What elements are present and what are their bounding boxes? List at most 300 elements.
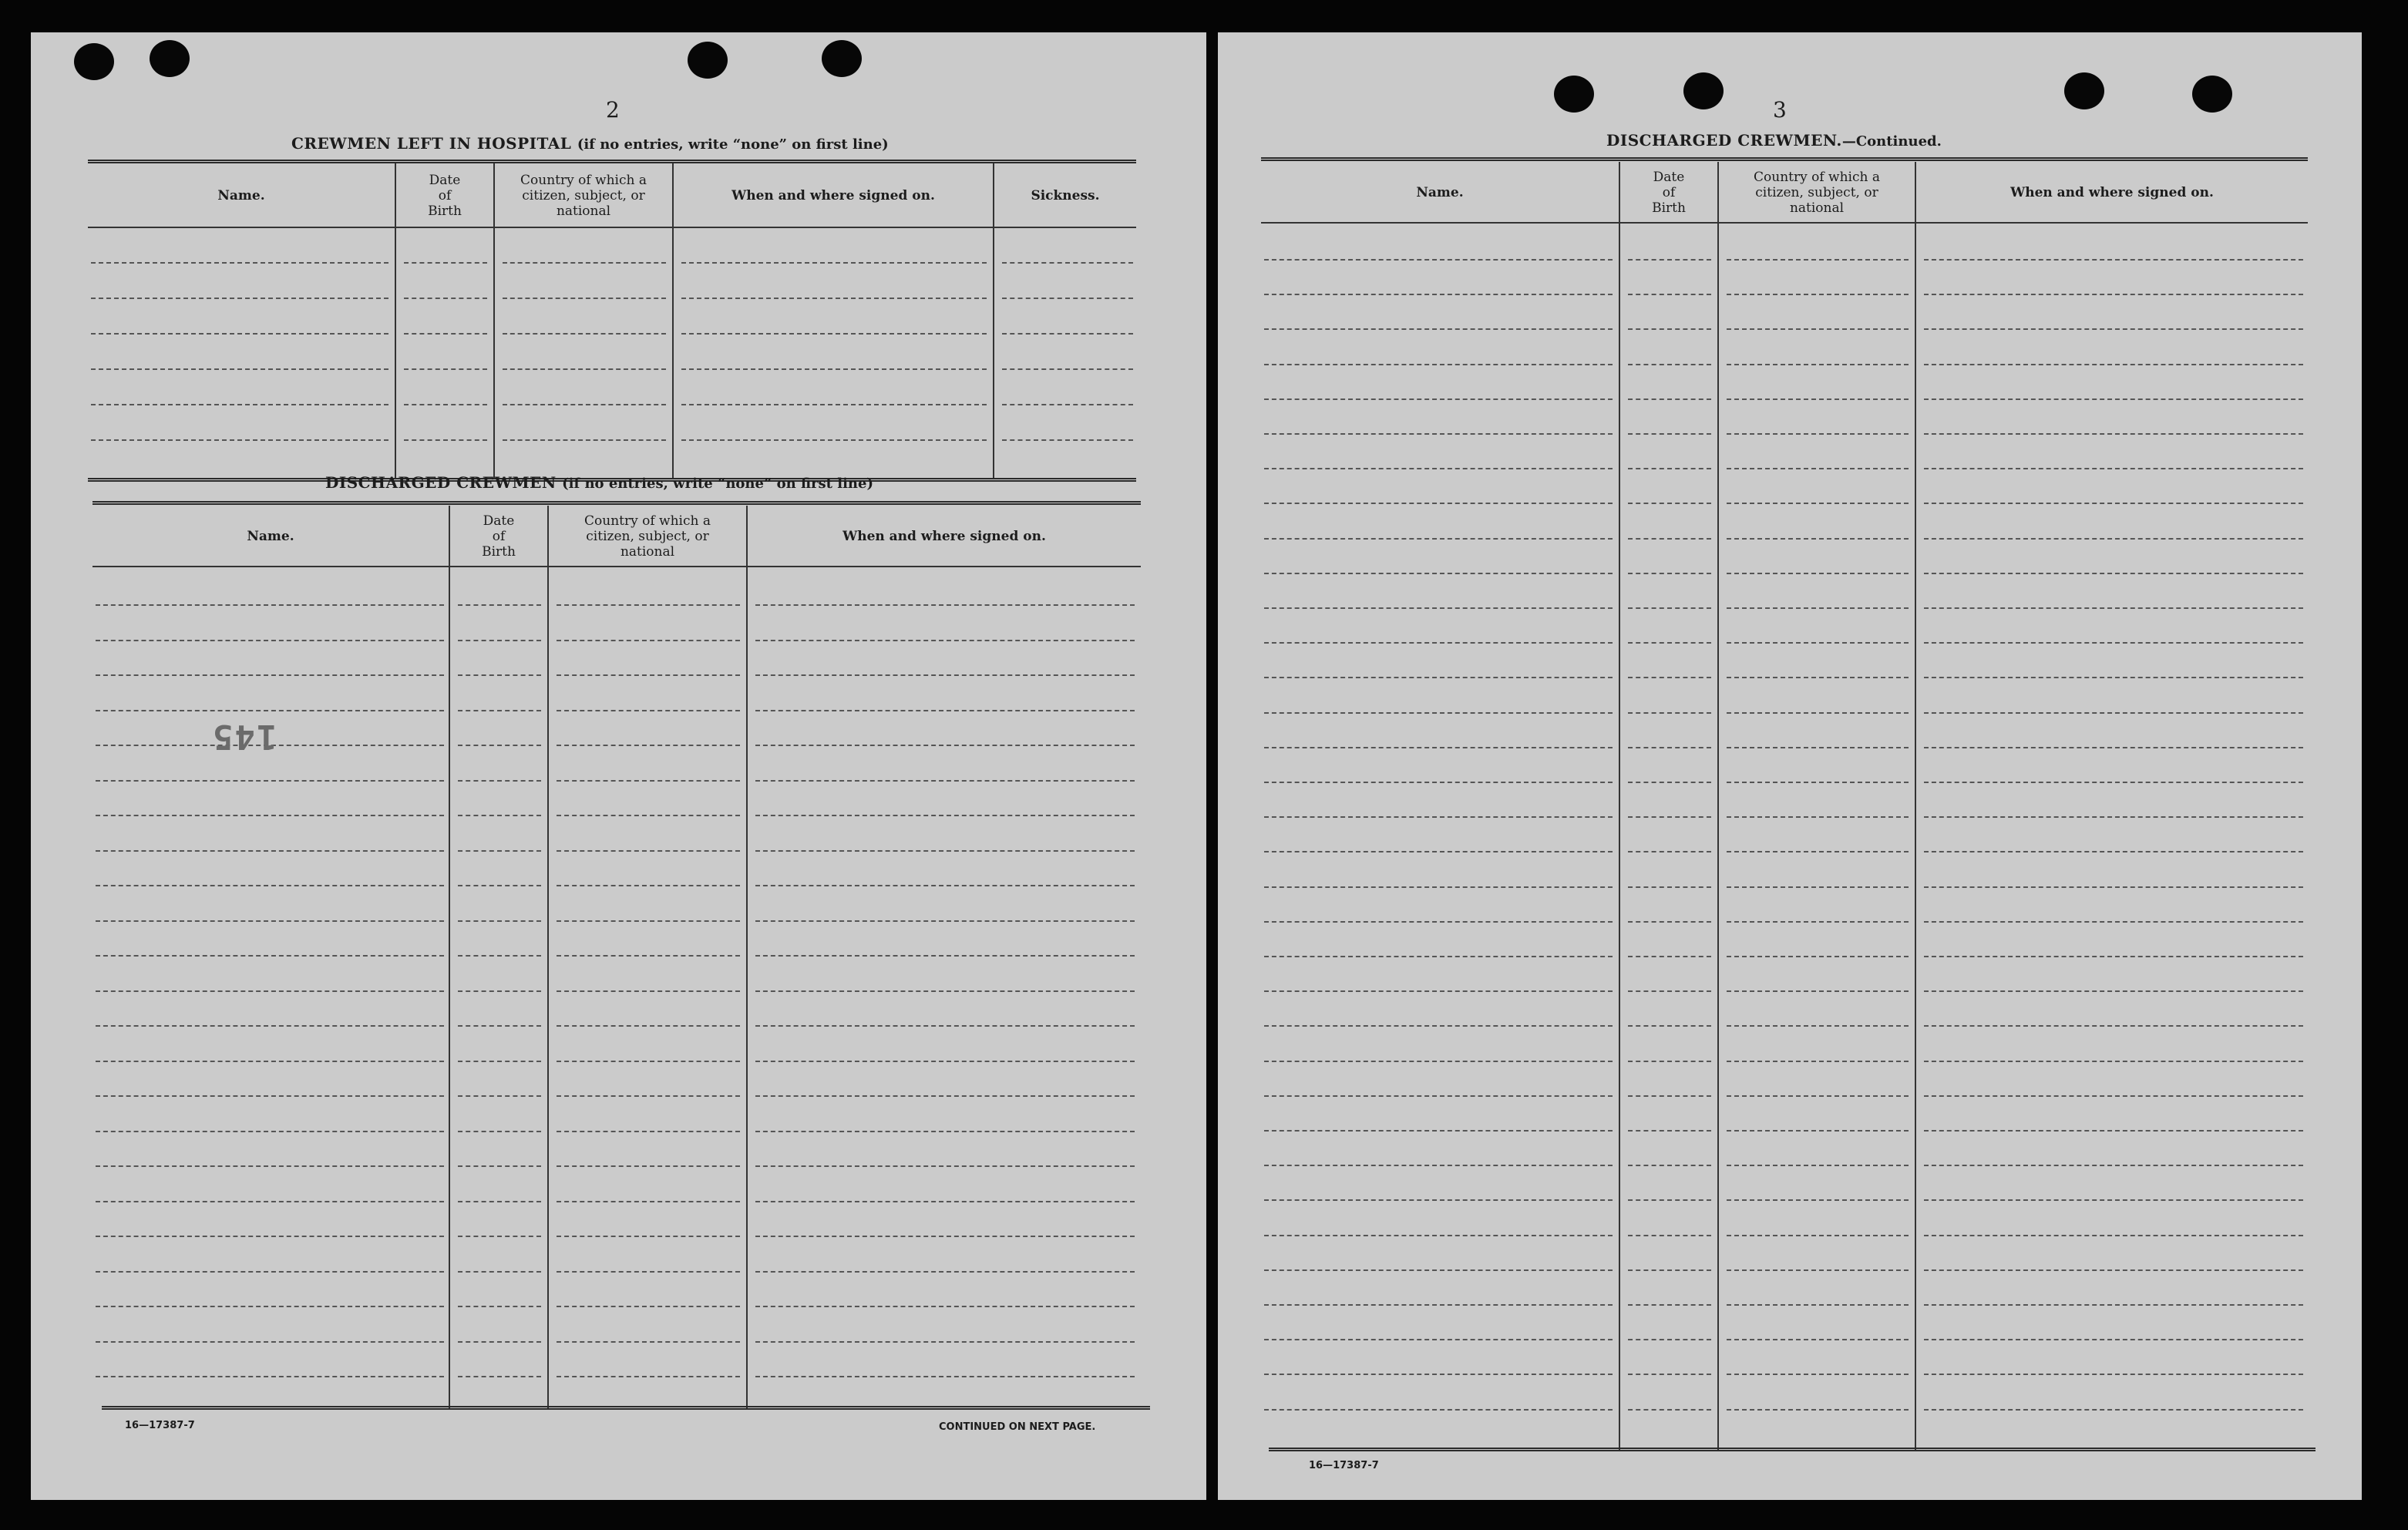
table-row-line[interactable] bbox=[1924, 503, 2303, 504]
table-row-line[interactable] bbox=[1727, 259, 1909, 261]
table-row-line[interactable] bbox=[96, 1165, 444, 1167]
table-row-line[interactable] bbox=[1727, 1409, 1909, 1411]
table-row-line[interactable] bbox=[458, 780, 541, 782]
table-row-line[interactable] bbox=[1924, 364, 2303, 365]
continued-note: CONTINUED ON NEXT PAGE. bbox=[939, 1421, 1096, 1433]
table-row-line[interactable] bbox=[458, 885, 541, 886]
column-header-dob: Date of Birth bbox=[482, 513, 516, 560]
table-row-line[interactable] bbox=[1628, 1130, 1711, 1132]
table-row-line[interactable] bbox=[404, 298, 487, 299]
table-row-line[interactable] bbox=[1727, 1269, 1909, 1271]
table-row-line[interactable] bbox=[1924, 956, 2303, 957]
table-row-line[interactable] bbox=[1264, 573, 1613, 574]
table-row-line[interactable] bbox=[1924, 1095, 2303, 1097]
table-row-line[interactable] bbox=[1264, 538, 1613, 540]
column-divider bbox=[449, 506, 450, 1409]
punch-hole bbox=[688, 42, 728, 79]
table-row-line[interactable] bbox=[557, 710, 740, 711]
table-row-line[interactable] bbox=[458, 1025, 541, 1027]
table-row-line[interactable] bbox=[91, 368, 388, 370]
column-divider bbox=[1619, 162, 1620, 1451]
table-row-line[interactable] bbox=[1264, 990, 1613, 992]
table-row-line[interactable] bbox=[1727, 573, 1909, 574]
table-row-line[interactable] bbox=[1002, 262, 1133, 264]
table-row-line[interactable] bbox=[681, 368, 987, 370]
column-header-signed: When and where signed on. bbox=[842, 529, 1046, 544]
table-row-line[interactable] bbox=[1924, 1199, 2303, 1201]
table-row-line[interactable] bbox=[1727, 712, 1909, 714]
table-row-line[interactable] bbox=[755, 850, 1135, 852]
form-number: 16—17387-7 bbox=[1309, 1460, 1379, 1471]
table-row-line[interactable] bbox=[1727, 503, 1909, 504]
header-underline bbox=[88, 227, 1136, 228]
table-row-line[interactable] bbox=[1924, 1025, 2303, 1027]
stamp-number: 145 bbox=[211, 717, 277, 756]
table-row-line[interactable] bbox=[1264, 782, 1613, 783]
table-row-line[interactable] bbox=[458, 1236, 541, 1237]
table-row-line[interactable] bbox=[1628, 1409, 1711, 1411]
table-row-line[interactable] bbox=[1628, 1304, 1711, 1306]
table-row-line[interactable] bbox=[458, 990, 541, 992]
table-row-line[interactable] bbox=[1924, 328, 2303, 330]
table-row-line[interactable] bbox=[1628, 642, 1711, 644]
table-row-line[interactable] bbox=[1924, 816, 2303, 818]
table-row-line[interactable] bbox=[1628, 503, 1711, 504]
table-row-line[interactable] bbox=[1924, 851, 2303, 852]
table-row-line[interactable] bbox=[96, 1236, 444, 1237]
table-row-line[interactable] bbox=[458, 1131, 541, 1132]
table-row-line[interactable] bbox=[96, 1271, 444, 1273]
table-row-line[interactable] bbox=[1727, 1025, 1909, 1027]
table-row-line[interactable] bbox=[1727, 642, 1909, 644]
column-divider bbox=[672, 163, 674, 479]
table-row-line[interactable] bbox=[1727, 538, 1909, 540]
table-row-line[interactable] bbox=[1727, 990, 1909, 992]
table-row-line[interactable] bbox=[1628, 782, 1711, 783]
table-row-line[interactable] bbox=[1264, 747, 1613, 748]
table-row-line[interactable] bbox=[681, 333, 987, 335]
table-row-line[interactable] bbox=[1727, 816, 1909, 818]
table-row-line[interactable] bbox=[1002, 404, 1133, 405]
table-row-line[interactable] bbox=[458, 1376, 541, 1377]
table-row-line[interactable] bbox=[1264, 1199, 1613, 1201]
table-row-line[interactable] bbox=[755, 1165, 1135, 1167]
table-row-line[interactable] bbox=[96, 780, 444, 782]
table-row-line[interactable] bbox=[91, 262, 388, 264]
column-header-signed: When and where signed on. bbox=[731, 188, 935, 203]
table-row-line[interactable] bbox=[458, 920, 541, 922]
table-top-rule bbox=[1261, 157, 2308, 161]
table-row-line[interactable] bbox=[96, 1131, 444, 1132]
table-row-line[interactable] bbox=[96, 1341, 444, 1343]
table-row-line[interactable] bbox=[1628, 851, 1711, 852]
table-row-line[interactable] bbox=[1264, 1095, 1613, 1097]
table-row-line[interactable] bbox=[458, 745, 541, 746]
table-row-line[interactable] bbox=[1264, 259, 1613, 261]
table-row-line[interactable] bbox=[1924, 921, 2303, 923]
table-row-line[interactable] bbox=[1727, 1199, 1909, 1201]
table-row-line[interactable] bbox=[1264, 328, 1613, 330]
left-page bbox=[31, 32, 1206, 1500]
table-row-line[interactable] bbox=[1628, 433, 1711, 435]
table-row-line[interactable] bbox=[1264, 1374, 1613, 1375]
punch-hole bbox=[822, 40, 862, 77]
table-row-line[interactable] bbox=[755, 1376, 1135, 1377]
table-row-line[interactable] bbox=[1628, 921, 1711, 923]
table-row-line[interactable] bbox=[557, 815, 740, 816]
table-row-line[interactable] bbox=[755, 1236, 1135, 1237]
table-row-line[interactable] bbox=[1264, 1339, 1613, 1340]
table-row-line[interactable] bbox=[1924, 747, 2303, 748]
table-row-line[interactable] bbox=[1727, 1130, 1909, 1132]
table-row-line[interactable] bbox=[557, 780, 740, 782]
page-number: 2 bbox=[606, 97, 620, 123]
table-row-line[interactable] bbox=[503, 298, 666, 299]
table-row-line[interactable] bbox=[458, 1165, 541, 1167]
table-row-line[interactable] bbox=[1628, 364, 1711, 365]
table-row-line[interactable] bbox=[458, 1095, 541, 1097]
table-row-line[interactable] bbox=[755, 1025, 1135, 1027]
table-row-line[interactable] bbox=[1727, 851, 1909, 852]
table-row-line[interactable] bbox=[681, 404, 987, 405]
table-row-line[interactable] bbox=[1264, 398, 1613, 400]
table-row-line[interactable] bbox=[1924, 642, 2303, 644]
table-row-line[interactable] bbox=[1727, 433, 1909, 435]
table-row-line[interactable] bbox=[96, 920, 444, 922]
table-row-line[interactable] bbox=[1628, 468, 1711, 469]
punch-hole bbox=[2064, 72, 2104, 109]
table-row-line[interactable] bbox=[1264, 364, 1613, 365]
table-row-line[interactable] bbox=[557, 1165, 740, 1167]
table-row-line[interactable] bbox=[755, 710, 1135, 711]
column-header-country: Country of which a citizen, subject, or national bbox=[1754, 170, 1880, 216]
table-row-line[interactable] bbox=[1924, 886, 2303, 888]
table-row-line[interactable] bbox=[1628, 1269, 1711, 1271]
table-row-line[interactable] bbox=[1264, 677, 1613, 678]
table-row-line[interactable] bbox=[503, 262, 666, 264]
table-row-line[interactable] bbox=[1628, 956, 1711, 957]
table-row-line[interactable] bbox=[458, 850, 541, 852]
table-row-line[interactable] bbox=[755, 1095, 1135, 1097]
column-header-name: Name. bbox=[217, 188, 265, 203]
table-row-line[interactable] bbox=[503, 333, 666, 335]
table-row-line[interactable] bbox=[1264, 1269, 1613, 1271]
column-divider bbox=[746, 506, 748, 1409]
table-row-line[interactable] bbox=[1264, 433, 1613, 435]
column-divider bbox=[993, 163, 994, 479]
table-row-line[interactable] bbox=[1264, 886, 1613, 888]
table-row-line[interactable] bbox=[1924, 1339, 2303, 1340]
table-row-line[interactable] bbox=[458, 640, 541, 641]
table-row-line[interactable] bbox=[96, 674, 444, 676]
table-row-line[interactable] bbox=[755, 780, 1135, 782]
table-row-line[interactable] bbox=[1924, 677, 2303, 678]
table-row-line[interactable] bbox=[458, 1201, 541, 1202]
table-row-line[interactable] bbox=[755, 1306, 1135, 1307]
table-row-line[interactable] bbox=[1924, 1061, 2303, 1062]
table-row-line[interactable] bbox=[1002, 333, 1133, 335]
table-row-line[interactable] bbox=[1264, 642, 1613, 644]
table-row-line[interactable] bbox=[96, 640, 444, 641]
table-row-line[interactable] bbox=[755, 955, 1135, 957]
table-row-line[interactable] bbox=[458, 674, 541, 676]
punch-hole bbox=[2192, 76, 2232, 113]
table-row-line[interactable] bbox=[1924, 398, 2303, 400]
column-divider bbox=[547, 506, 549, 1409]
table-row-line[interactable] bbox=[1628, 1199, 1711, 1201]
table-row-line[interactable] bbox=[1002, 368, 1133, 370]
table-row-line[interactable] bbox=[1727, 328, 1909, 330]
table-row-line[interactable] bbox=[1264, 1304, 1613, 1306]
table-row-line[interactable] bbox=[557, 990, 740, 992]
table-row-line[interactable] bbox=[557, 1376, 740, 1377]
table-row-line[interactable] bbox=[1264, 956, 1613, 957]
column-divider bbox=[1915, 162, 1916, 1451]
table-row-line[interactable] bbox=[1264, 851, 1613, 852]
table-row-line[interactable] bbox=[91, 298, 388, 299]
table-row-line[interactable] bbox=[96, 885, 444, 886]
table-row-line[interactable] bbox=[681, 262, 987, 264]
table-row-line[interactable] bbox=[96, 710, 444, 711]
page-title: DISCHARGED CREWMEN.—Continued. bbox=[1606, 131, 1942, 150]
table-row-line[interactable] bbox=[1727, 921, 1909, 923]
table-row-line[interactable] bbox=[1924, 607, 2303, 609]
table-row-line[interactable] bbox=[1727, 1374, 1909, 1375]
column-header-dob: Date of Birth bbox=[428, 173, 462, 219]
table-row-line[interactable] bbox=[96, 1306, 444, 1307]
table-row-line[interactable] bbox=[1727, 782, 1909, 783]
table-row-line[interactable] bbox=[96, 604, 444, 606]
table-row-line[interactable] bbox=[96, 1095, 444, 1097]
table-row-line[interactable] bbox=[1924, 433, 2303, 435]
table-row-line[interactable] bbox=[404, 333, 487, 335]
table-row-line[interactable] bbox=[1924, 468, 2303, 469]
table-row-line[interactable] bbox=[557, 674, 740, 676]
table-row-line[interactable] bbox=[1264, 712, 1613, 714]
table-bottom-rule bbox=[1269, 1448, 2316, 1451]
table-row-line[interactable] bbox=[1924, 1374, 2303, 1375]
table-row-line[interactable] bbox=[1924, 1409, 2303, 1411]
punch-hole bbox=[74, 43, 114, 80]
table-row-line[interactable] bbox=[404, 262, 487, 264]
table-row-line[interactable] bbox=[404, 404, 487, 405]
form-number: 16—17387-7 bbox=[125, 1420, 195, 1431]
table-row-line[interactable] bbox=[755, 990, 1135, 992]
table-row-line[interactable] bbox=[1727, 1095, 1909, 1097]
table-row-line[interactable] bbox=[755, 1341, 1135, 1343]
table-row-line[interactable] bbox=[458, 1306, 541, 1307]
table-row-line[interactable] bbox=[1264, 294, 1613, 295]
column-header-sickness: Sickness. bbox=[1031, 188, 1100, 203]
table-row-line[interactable] bbox=[1628, 677, 1711, 678]
column-divider bbox=[1717, 162, 1719, 1451]
page-number: 3 bbox=[1773, 97, 1787, 123]
table-row-line[interactable] bbox=[557, 920, 740, 922]
table-row-line[interactable] bbox=[1264, 1025, 1613, 1027]
table-row-line[interactable] bbox=[458, 815, 541, 816]
table-row-line[interactable] bbox=[1628, 1095, 1711, 1097]
table-row-line[interactable] bbox=[1264, 503, 1613, 504]
table-row-line[interactable] bbox=[1727, 1304, 1909, 1306]
table-row-line[interactable] bbox=[404, 439, 487, 441]
table-row-line[interactable] bbox=[557, 1061, 740, 1062]
table-row-line[interactable] bbox=[1628, 607, 1711, 609]
table-row-line[interactable] bbox=[557, 1236, 740, 1237]
table-row-line[interactable] bbox=[557, 1095, 740, 1097]
table-row-line[interactable] bbox=[1002, 439, 1133, 441]
table-row-line[interactable] bbox=[503, 439, 666, 441]
table-row-line[interactable] bbox=[557, 1271, 740, 1273]
table-row-line[interactable] bbox=[755, 604, 1135, 606]
table-row-line[interactable] bbox=[91, 333, 388, 335]
table-row-line[interactable] bbox=[1727, 956, 1909, 957]
table-row-line[interactable] bbox=[96, 1061, 444, 1062]
table-row-line[interactable] bbox=[557, 1306, 740, 1307]
table-row-line[interactable] bbox=[96, 955, 444, 957]
table-row-line[interactable] bbox=[1924, 1165, 2303, 1166]
table-row-line[interactable] bbox=[1924, 712, 2303, 714]
table-row-line[interactable] bbox=[557, 1341, 740, 1343]
table-row-line[interactable] bbox=[1727, 1061, 1909, 1062]
table-row-line[interactable] bbox=[1628, 1235, 1711, 1236]
table-row-line[interactable] bbox=[1002, 298, 1133, 299]
table-row-line[interactable] bbox=[755, 1061, 1135, 1062]
table-row-line[interactable] bbox=[1924, 1235, 2303, 1236]
table-row-line[interactable] bbox=[1727, 677, 1909, 678]
table-row-line[interactable] bbox=[1628, 886, 1711, 888]
table-row-line[interactable] bbox=[458, 955, 541, 957]
table-row-line[interactable] bbox=[557, 745, 740, 746]
table-row-line[interactable] bbox=[458, 1271, 541, 1273]
table-row-line[interactable] bbox=[557, 640, 740, 641]
punch-hole bbox=[1683, 72, 1724, 109]
table-row-line[interactable] bbox=[96, 850, 444, 852]
table-row-line[interactable] bbox=[557, 885, 740, 886]
table-row-line[interactable] bbox=[1628, 573, 1711, 574]
table-row-line[interactable] bbox=[681, 439, 987, 441]
table-row-line[interactable] bbox=[458, 1061, 541, 1062]
table-row-line[interactable] bbox=[96, 990, 444, 992]
table-bottom-rule bbox=[102, 1406, 1150, 1410]
table-row-line[interactable] bbox=[458, 1341, 541, 1343]
table-row-line[interactable] bbox=[1264, 1409, 1613, 1411]
column-header-signed: When and where signed on. bbox=[2010, 185, 2214, 200]
table-row-line[interactable] bbox=[1628, 1339, 1711, 1340]
table-row-line[interactable] bbox=[96, 1201, 444, 1202]
column-header-name: Name. bbox=[247, 529, 294, 544]
table-row-line[interactable] bbox=[1264, 921, 1613, 923]
table-row-line[interactable] bbox=[1727, 607, 1909, 609]
table-row-line[interactable] bbox=[1727, 747, 1909, 748]
table-row-line[interactable] bbox=[1628, 259, 1711, 261]
table-row-line[interactable] bbox=[1264, 1061, 1613, 1062]
table-row-line[interactable] bbox=[1264, 468, 1613, 469]
table-row-line[interactable] bbox=[1628, 1025, 1711, 1027]
punch-hole bbox=[1554, 76, 1594, 113]
table-row-line[interactable] bbox=[755, 745, 1135, 746]
table-row-line[interactable] bbox=[1924, 538, 2303, 540]
table-row-line[interactable] bbox=[1628, 990, 1711, 992]
table-row-line[interactable] bbox=[503, 404, 666, 405]
table-row-line[interactable] bbox=[1264, 1130, 1613, 1132]
table-row-line[interactable] bbox=[96, 815, 444, 816]
table-row-line[interactable] bbox=[1628, 1374, 1711, 1375]
table-row-line[interactable] bbox=[1924, 782, 2303, 783]
table-row-line[interactable] bbox=[1628, 398, 1711, 400]
table-row-line[interactable] bbox=[755, 1271, 1135, 1273]
table-row-line[interactable] bbox=[1628, 816, 1711, 818]
table-row-line[interactable] bbox=[755, 815, 1135, 816]
table-row-line[interactable] bbox=[557, 1201, 740, 1202]
table-row-line[interactable] bbox=[1264, 1165, 1613, 1166]
table-row-line[interactable] bbox=[1924, 1269, 2303, 1271]
table-row-line[interactable] bbox=[557, 955, 740, 957]
table-row-line[interactable] bbox=[404, 368, 487, 370]
table-row-line[interactable] bbox=[1924, 573, 2303, 574]
table-row-line[interactable] bbox=[755, 640, 1135, 641]
table-row-line[interactable] bbox=[1924, 259, 2303, 261]
table-row-line[interactable] bbox=[1264, 607, 1613, 609]
table-row-line[interactable] bbox=[1727, 364, 1909, 365]
table-row-line[interactable] bbox=[755, 885, 1135, 886]
table-row-line[interactable] bbox=[1628, 538, 1711, 540]
table-row-line[interactable] bbox=[96, 1376, 444, 1377]
table-row-line[interactable] bbox=[1727, 468, 1909, 469]
table-row-line[interactable] bbox=[1924, 294, 2303, 295]
table-row-line[interactable] bbox=[96, 1025, 444, 1027]
table-row-line[interactable] bbox=[557, 1025, 740, 1027]
right-page bbox=[1218, 32, 2362, 1500]
table-row-line[interactable] bbox=[1264, 816, 1613, 818]
table-row-line[interactable] bbox=[755, 1201, 1135, 1202]
discharged-section-title: DISCHARGED CREWMEN (if no entries, write “none” on first line) bbox=[325, 473, 873, 492]
table-row-line[interactable] bbox=[1628, 328, 1711, 330]
table-row-line[interactable] bbox=[1727, 398, 1909, 400]
table-row-line[interactable] bbox=[1628, 294, 1711, 295]
header-underline bbox=[1261, 222, 2308, 224]
table-row-line[interactable] bbox=[1924, 1304, 2303, 1306]
table-row-line[interactable] bbox=[503, 368, 666, 370]
table-row-line[interactable] bbox=[755, 674, 1135, 676]
table-row-line[interactable] bbox=[1727, 294, 1909, 295]
table-row-line[interactable] bbox=[557, 604, 740, 606]
table-row-line[interactable] bbox=[91, 439, 388, 441]
table-row-line[interactable] bbox=[1628, 712, 1711, 714]
table-row-line[interactable] bbox=[458, 604, 541, 606]
table-top-rule bbox=[88, 160, 1136, 163]
table-top-rule bbox=[92, 501, 1141, 505]
table-row-line[interactable] bbox=[1727, 1339, 1909, 1340]
table-row-line[interactable] bbox=[1628, 1061, 1711, 1062]
table-row-line[interactable] bbox=[681, 298, 987, 299]
table-row-line[interactable] bbox=[755, 920, 1135, 922]
column-header-name: Name. bbox=[1416, 185, 1464, 200]
table-row-line[interactable] bbox=[557, 850, 740, 852]
table-row-line[interactable] bbox=[1924, 1130, 2303, 1132]
table-row-line[interactable] bbox=[458, 710, 541, 711]
table-row-line[interactable] bbox=[1727, 886, 1909, 888]
table-row-line[interactable] bbox=[1628, 1165, 1711, 1166]
table-row-line[interactable] bbox=[1727, 1165, 1909, 1166]
table-row-line[interactable] bbox=[1628, 747, 1711, 748]
table-row-line[interactable] bbox=[755, 1131, 1135, 1132]
table-row-line[interactable] bbox=[1727, 1235, 1909, 1236]
table-row-line[interactable] bbox=[1264, 1235, 1613, 1236]
table-row-line[interactable] bbox=[557, 1131, 740, 1132]
table-row-line[interactable] bbox=[1924, 990, 2303, 992]
column-header-country: Country of which a citizen, subject, or national bbox=[584, 513, 711, 560]
table-row-line[interactable] bbox=[91, 404, 388, 405]
